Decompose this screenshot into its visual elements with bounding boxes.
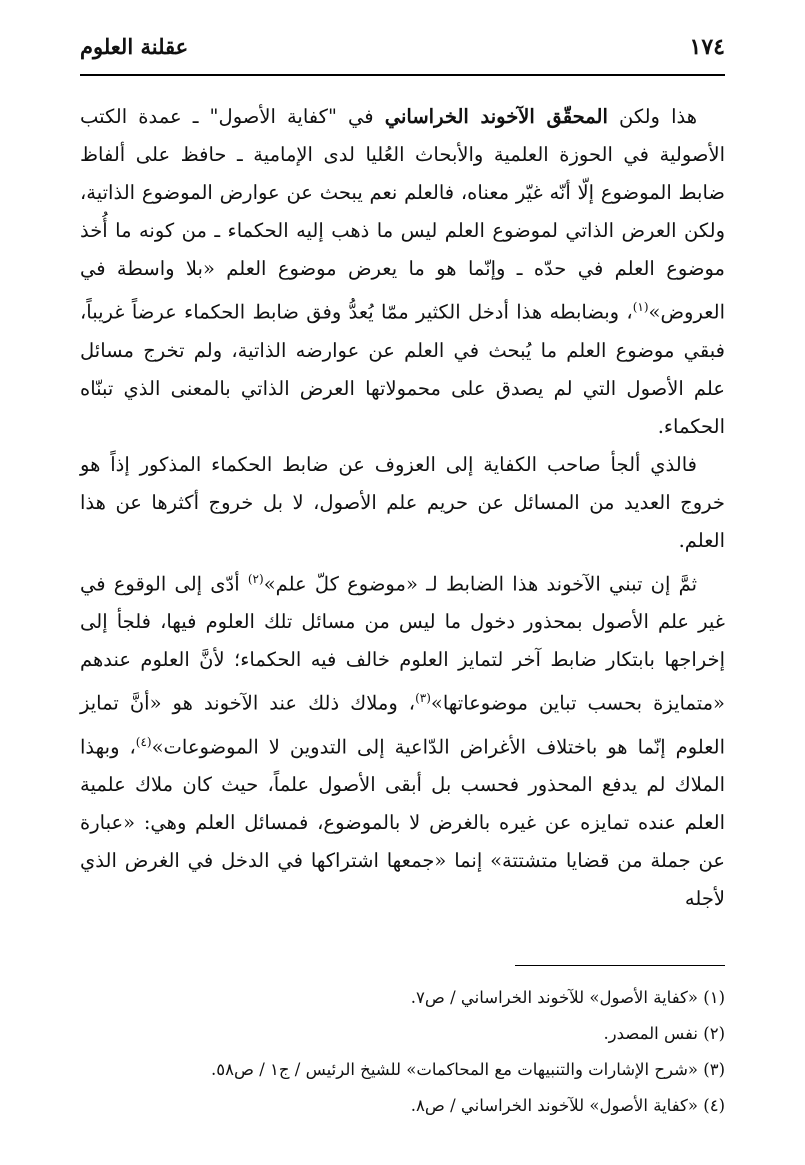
paragraph-1-bold-name: المحقّق الآخوند الخراساني <box>384 105 608 128</box>
footnote-ref-1[interactable]: (١) <box>632 300 649 314</box>
page-number: ١٧٤ <box>689 34 725 60</box>
header-rule <box>80 74 725 76</box>
paragraph-1-text: في "كفاية الأصول" ـ عمدة الكتب الأصولية في الحوزة العلمية والأبحاث العُليا لدى الإمامية ـ حافظ على ألفاظ ضابط الموضوع إلّا أنّه غيّر معناه، فالعلم نعم يبحث عن عوارض الموضوع الذاتية، ولكن العرض الذاتي لموضوع العلم ليس ما ذهب إليه الحكماء ـ من كونه ما أُخذ موضوع العلم في حدّه ـ وإنّما هو ما يعرض موضوع العلم «بلا واسطة في العروض» <box>80 105 725 324</box>
paragraph-1-tail: ، وبضابطه هذا أدخل الكثير ممّا يُعدُّ وفق ضابط الحكماء عرضاً غريباً، فبقي موضوع العلم ما يُبحث في العلم عن عوارضه الذاتية، ولم تخرج مسائل علم الأصول التي لم يصدق على محمولاتها العرض الذاتي بالمعنى الذي تبنّاه الحكماء. <box>80 300 725 438</box>
paragraph-3-part-3: ، وملاك ذلك عند الآخوند هو «أنَّ تمايز العلوم إنّما هو باختلاف الأغراض الدّاعية إلى التدوين لا الموضوعات» <box>80 691 725 758</box>
footnotes <box>80 980 725 1124</box>
footnote-separator <box>515 965 725 966</box>
footnote-ref-3[interactable]: (٣) <box>415 691 431 705</box>
main-text <box>80 98 725 918</box>
paragraph-1-lead: هذا ولكن <box>607 105 698 128</box>
paragraph-3-part-1: ثمَّ إن تبني الآخوند هذا الضابط لـ «موضوع كلّ علم» <box>263 572 697 595</box>
paragraph-1 <box>80 98 725 446</box>
paragraph-3-part-4: ، وبهذا الملاك لم يدفع المحذور فحسب بل أبقى الأصول علماً، حيث كان ملاك علمية العلم عنده تمايزه عن غيره بالغرض لا بالموضوع، فمسائل العلم وهي: «عبارة عن جملة من قضايا متشتتة» إنما «جمعها اشتراكها في الدخل في الغرض الذي لأجله <box>80 735 725 910</box>
book-title: عقلنة العلوم <box>80 34 189 59</box>
footnote-ref-4[interactable]: (٤) <box>135 734 152 749</box>
running-header <box>80 34 725 74</box>
paragraph-2: فالذي ألجأ صاحب الكفاية إلى العزوف عن ضابط الحكماء المذكور إذاً هو خروج العديد من المسائل عن حريم علم الأصول، لا بل خروج أكثرها عن هذا العلم. <box>80 452 725 552</box>
paragraph-3-part-2: أدّى إلى الوقوع في غير علم الأصول بمحذور دخول ما ليس من مسائل تلك العلوم فيها، فلجأ إلى إخراجها بابتكار ضابط آخر لتمايز العلوم خالف فيه الحكماء؛ لأنَّ العلوم عندهم «متمايزة بحسب تباين موضوعاتها» <box>80 572 725 715</box>
footnote-4: (٤) «كفاية الأصول» للآخوند الخراساني / ص٨. <box>410 1096 725 1115</box>
paragraph-3 <box>80 560 725 919</box>
footnote-2: (٢) نفس المصدر. <box>603 1024 725 1043</box>
footnote-1: (١) «كفاية الأصول» للآخوند الخراساني / ص٧. <box>410 988 725 1007</box>
footnote-ref-2[interactable]: (٢) <box>247 571 264 586</box>
footnote-3: (٣) «شرح الإشارات والتنبيهات مع المحاكمات» للشيخ الرئيس / ج١ / ص٥٨. <box>211 1060 725 1079</box>
